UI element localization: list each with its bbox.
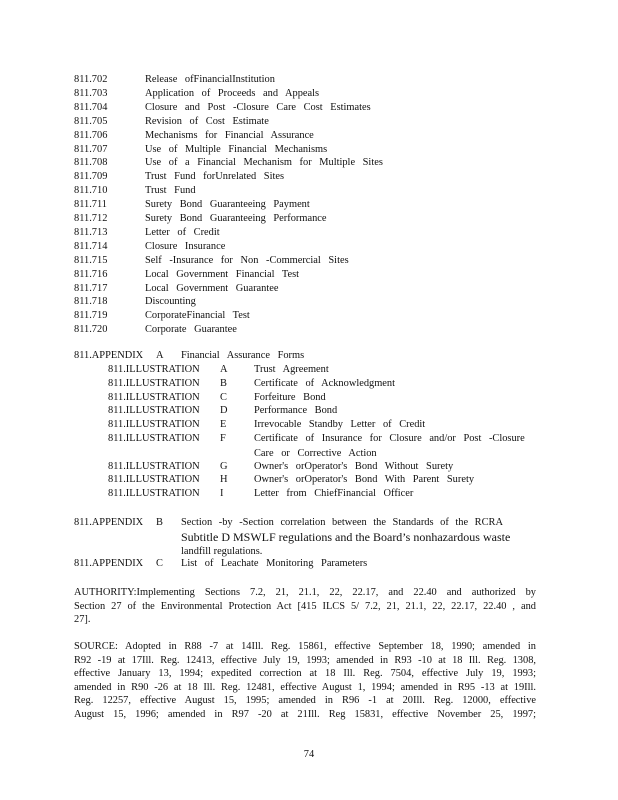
- illustration-label: 811.ILLUSTRATION: [108, 391, 200, 403]
- illustration-title: Forfeiture Bond: [254, 391, 326, 403]
- section-title: Release ofFinancialInstitution: [145, 74, 275, 85]
- appendix-b-letter: B: [156, 517, 163, 528]
- source-line: effective January 13, 1994; expedited correction at 18 Ill. Reg. 7504, effective July 19, 1993;: [74, 668, 536, 679]
- section-number: 811.720: [74, 324, 108, 336]
- section-title: Discounting: [145, 296, 196, 308]
- section-number: 811.705: [74, 115, 108, 127]
- section-title: Mechanisms for Financial Assurance: [145, 129, 314, 141]
- illustration-letter: C: [220, 391, 227, 403]
- appendix-b-title-line1: Section -by -Section correlation between the Standards of the RCRA: [181, 517, 503, 528]
- section-number: 811.718: [74, 296, 108, 308]
- section-title: Use of a Financial Mechanism for Multiple Sites: [145, 157, 383, 169]
- source-line: Reg. 12257, effective August 15, 1995; amended in R96 -1 at 20Ill. Reg. 12000, effective: [74, 695, 536, 706]
- illustration-label: 811.ILLUSTRATION: [108, 377, 200, 389]
- section-title: Letter of Credit: [145, 226, 220, 238]
- section-title: Application of Proceeds and Appeals: [145, 87, 320, 99]
- source-line: amended in R90 -26 at 18 Ill. Reg. 12481, effective August 1, 1994; amended in R95 -13 at 19Ill.: [74, 681, 536, 693]
- illustration-label: 811.ILLUSTRATION: [108, 488, 200, 500]
- section-number: 811.702: [74, 74, 108, 85]
- appendix-c-label: 811.APPENDIX: [74, 558, 144, 569]
- illustration-title: Letter from ChiefFinancial Officer: [254, 488, 414, 500]
- source-line: R92 -19 at 17Ill. Reg. 12413, effective July 19, 1993; amended in R93 -10 at 18 Ill. Reg. 1308,: [74, 654, 536, 666]
- appendix-a-title: Financial Assurance Forms: [181, 350, 305, 361]
- illustration-label: 811.ILLUSTRATION: [108, 419, 200, 431]
- appendix-b-label: 811.APPENDIX: [74, 517, 144, 528]
- section-title: Revision of Cost Estimate: [145, 115, 269, 127]
- section-title: Trust Fund: [145, 185, 196, 197]
- appendix-b-title-line3: landfill regulations.: [181, 546, 263, 557]
- section-title: Use of Multiple Financial Mechanisms: [145, 143, 328, 155]
- page-number: 74: [303, 749, 315, 760]
- illustration-label: 811.ILLUSTRATION: [108, 474, 200, 486]
- section-number: 811.713: [74, 226, 108, 238]
- section-title: CorporateFinancial Test: [145, 310, 250, 322]
- section-number: 811.716: [74, 268, 108, 280]
- source-paragraph: [74, 640, 536, 721]
- illustration-letter: B: [220, 377, 227, 389]
- illustration-label: 811.ILLUSTRATION: [108, 433, 200, 444]
- illustration-title: Certificate of Insurance for Closure and/or Post -Closure: [254, 433, 525, 444]
- section-title: Closure and Post -Closure Care Cost Estimates: [145, 101, 371, 113]
- illustration-label: 811.ILLUSTRATION: [108, 460, 200, 472]
- illustration-title: Trust Agreement: [254, 364, 329, 375]
- section-title: Local Government Financial Test: [145, 268, 300, 280]
- appendix-a-label: 811.APPENDIX: [74, 350, 144, 361]
- section-number: 811.709: [74, 171, 108, 183]
- illustration-title: Performance Bond: [254, 405, 338, 417]
- illustration-title: Owner's orOperator's Bond With Parent Surety: [254, 474, 475, 486]
- section-number: 811.707: [74, 143, 108, 155]
- illustration-title: Owner's orOperator's Bond Without Surety: [254, 460, 454, 472]
- section-title: Trust Fund forUnrelated Sites: [145, 171, 285, 183]
- illustration-title: Certificate of Acknowledgment: [254, 377, 395, 389]
- section-title: Self -Insurance for Non -Commercial Sites: [145, 254, 349, 266]
- authority-line: 27].: [74, 614, 91, 625]
- source-line: August 15, 1996; amended in R97 -20 at 21Ill. Reg 15831, effective November 25, 1997;: [74, 708, 536, 720]
- appendix-c-title: List of Leachate Monitoring Parameters: [181, 558, 368, 569]
- illustration-letter: G: [220, 460, 228, 472]
- illustration-letter: F: [220, 433, 226, 444]
- illustration-letter: D: [220, 405, 228, 417]
- section-title: Surety Bond Guaranteeing Performance: [145, 213, 327, 224]
- section-number: 811.712: [74, 213, 108, 224]
- illustration-letter: E: [220, 419, 227, 431]
- section-number: 811.704: [74, 101, 108, 113]
- section-title: Corporate Guarantee: [145, 324, 237, 336]
- appendix-b-title-line2: Subtitle D MSWLF regulations and the Board’s nonhazardous waste: [181, 530, 511, 544]
- appendix-a-letter: A: [156, 350, 164, 361]
- illustration-letter: I: [220, 488, 224, 500]
- authority-line: AUTHORITY:Implementing Sections 7.2, 21, 21.1, 22, 22.17, and 22.40 and authorized by: [74, 587, 536, 598]
- illustration-label: 811.ILLUSTRATION: [108, 364, 200, 375]
- section-number: 811.711: [74, 199, 107, 211]
- illustration-title: Irrevocable Standby Letter of Credit: [254, 419, 426, 431]
- source-line: SOURCE: Adopted in R88 -7 at 14Ill. Reg. 15861, effective September 18, 1990; amended in: [74, 641, 536, 652]
- illustration-letter: A: [220, 364, 228, 375]
- section-number: 811.715: [74, 254, 108, 266]
- section-number: 811.703: [74, 87, 108, 99]
- authority-line: Section 27 of the Environmental Protection Act [415 ILCS 5/ 7.2, 21, 21.1, 22, 22.17, 22.40 , and: [74, 600, 536, 612]
- section-number: 811.717: [74, 282, 108, 294]
- section-number: 811.719: [74, 310, 108, 322]
- illustration-label: 811.ILLUSTRATION: [108, 405, 200, 417]
- section-title: Surety Bond Guaranteeing Payment: [145, 199, 310, 211]
- authority-paragraph: [74, 586, 536, 627]
- appendix-c-letter: C: [156, 558, 163, 569]
- illustration-letter: H: [220, 474, 228, 486]
- section-title: Local Government Guarantee: [145, 282, 279, 294]
- section-number: 811.710: [74, 185, 108, 197]
- section-number: 811.708: [74, 157, 108, 169]
- section-number: 811.714: [74, 240, 108, 252]
- illustration-f-continuation: Care or Corrective Action: [254, 448, 377, 459]
- section-number: 811.706: [74, 129, 108, 141]
- section-title: Closure Insurance: [145, 240, 226, 252]
